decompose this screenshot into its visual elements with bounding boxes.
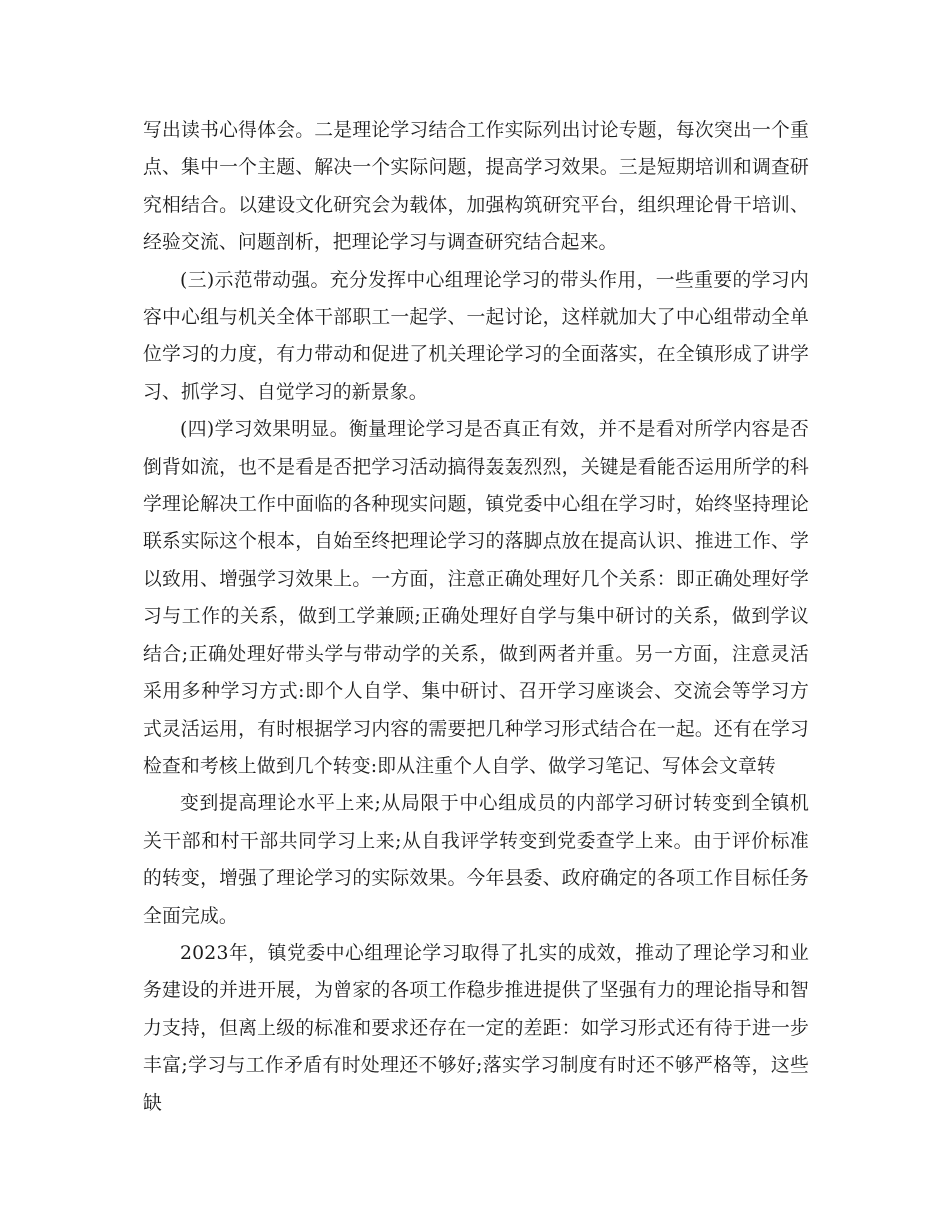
document-body [143,112,809,1122]
paragraph-study-methods: 写出读书心得体会。二是理论学习结合工作实际列出讨论专题，每次突出一个重点、集中一个主题、解决一个实际问题，提高学习效果。三是短期培训和调查研究相结合。以建设文化研究会为载体，加强构筑研究平台，组织理论骨干培训、经验交流、问题剖析，把理论学习与调查研究结合起来。 [143,120,809,254]
paragraph-demonstration: (三)示范带动强。充分发挥中心组理论学习的带头作用，一些重要的学习内容中心组与机关全体干部职工一起学、一起讨论，这样就加大了中心组带动全单位学习的力度，有力带动和促进了机关理论学习的全面落实，在全镇形成了讲学习、抓学习、自觉学习的新景象。 [143,269,809,403]
paragraph-transformation: 变到提高理论水平上来;从局限于中心组成员的内部学习研讨转变到全镇机关干部和村干部共同学习上来;从自我评学转变到党委查学上来。由于评价标准的转变，增强了理论学习的实际效果。今年县委、政府确定的各项工作目标任务全面完成。 [143,793,809,927]
paragraph-learning-effect: (四)学习效果明显。衡量理论学习是否真正有效，并不是看对所学内容是否倒背如流，也不是看是否把学习活动搞得轰轰烈烈，关键是看能否运用所学的科学理论解决工作中面临的各种现实问题，镇党委中心组在学习时，始终坚持理论联系实际这个根本，自始至终把理论学习的落脚点放在提高认识、推进工作、学以致用、增强学习效果上。一方面，注意正确处理好几个关系：即正确处理好学习与工作的关系，做到工学兼顾;正确处理好自学与集中研讨的关系，做到学议结合;正确处理好带头学与带动学的关系，做到两者并重。另一方面，注意灵活采用多种学习方式:即个人自学、集中研讨、召开学习座谈会、交流会等学习方式灵活运用，有时根据学习内容的需要把几种学习形式结合在一起。还有在学习检查和考核上做到几个转变:即从注重个人自学、做学习笔记、写体会文章转 [143,419,809,777]
paragraph-summary-2023: 2023年，镇党委中心组理论学习取得了扎实的成效，推动了理论学习和业务建设的并进开展，为曾家的各项工作稳步推进提供了坚强有力的理论指导和智力支持，但离上级的标准和要求还存在一定的差距：如学习形式还有待于进一步丰富;学习与工作矛盾有时处理还不够好;落实学习制度有时还不够严格等，这些缺 [143,942,809,1114]
